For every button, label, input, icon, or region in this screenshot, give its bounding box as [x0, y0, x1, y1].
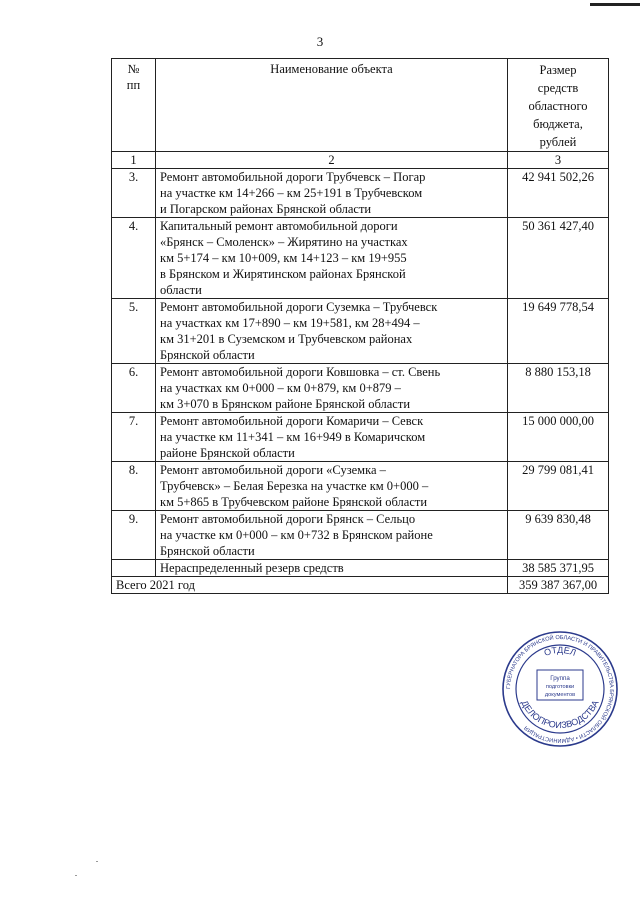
row-number: 6. — [112, 364, 156, 413]
budget-amount: 19 649 778,54 — [508, 299, 609, 364]
row-number: 9. — [112, 511, 156, 560]
table-row — [112, 511, 609, 560]
budget-amount: 29 799 081,41 — [508, 462, 609, 511]
column-number: 1 — [112, 152, 156, 169]
header-name: Наименование объекта — [156, 59, 508, 152]
table-row — [112, 218, 609, 299]
page-number: 3 — [316, 34, 324, 49]
row-number: 3. — [112, 169, 156, 218]
column-number: 3 — [508, 152, 609, 169]
object-name: Ремонт автомобильной дороги Комаричи – Севск на участке км 11+341 – км 16+949 в Комаричском районе Брянской области — [156, 413, 508, 462]
table-row — [112, 413, 609, 462]
object-name: Ремонт автомобильной дороги Трубчевск – Погар на участке км 14+266 – км 25+191 в Трубчевском и Погарском районах Брянской области — [156, 169, 508, 218]
object-name: Ремонт автомобильной дороги Ковшовка – ст. Свень на участках км 0+000 – км 0+879, км 0+879 – км 3+070 в Брянском районе Брянской области — [156, 364, 508, 413]
header-amount: Размер средств областного бюджета, рублей — [508, 59, 609, 152]
table-header-row — [112, 59, 609, 152]
object-name: Ремонт автомобильной дороги Брянск – Сельцо на участке км 0+000 – км 0+732 в Брянском районе Брянской области — [156, 511, 508, 560]
scan-mark — [75, 875, 77, 876]
budget-amount: 42 941 502,26 — [508, 169, 609, 218]
budget-amount: 50 361 427,40 — [508, 218, 609, 299]
reserve-amount: 38 585 371,95 — [508, 560, 609, 577]
budget-table — [111, 58, 609, 594]
stamp-center-line: документов — [544, 692, 576, 698]
total-row — [112, 577, 609, 594]
budget-amount: 8 880 153,18 — [508, 364, 609, 413]
column-number-row — [112, 152, 609, 169]
table-row — [112, 364, 609, 413]
table-row — [112, 169, 609, 218]
table-row — [112, 462, 609, 511]
total-label: Всего 2021 год — [112, 577, 508, 594]
row-number: 7. — [112, 413, 156, 462]
stamp-arc-top: ОТДЕЛ — [542, 644, 578, 658]
row-number: 4. — [112, 218, 156, 299]
reserve-label: Нераспределенный резерв средств — [156, 560, 508, 577]
column-number: 2 — [156, 152, 508, 169]
stamp-center-line: Группа — [550, 675, 570, 682]
top-right-rule — [590, 3, 640, 6]
scan-mark — [96, 861, 98, 862]
stamp-arc-bottom: ДЕЛОПРОИЗВОДСТВА — [519, 698, 601, 731]
reserve-row — [112, 560, 609, 577]
stamp-ring-text: ГУБЕРНАТОРА БРЯНСКОЙ ОБЛАСТИ И ПРАВИТЕЛЬСТВА БРЯНСКОЙ ОБЛАСТИ • АДМИНИСТРАЦИЯ — [505, 634, 615, 744]
header-num-text: № пп — [126, 62, 141, 92]
table-row — [112, 299, 609, 364]
total-amount: 359 387 367,00 — [508, 577, 609, 594]
budget-amount: 9 639 830,48 — [508, 511, 609, 560]
row-number-empty — [112, 560, 156, 577]
object-name: Капитальный ремонт автомобильной дороги «Брянск – Смоленск» – Жирятино на участках км 5+174 – км 10+009, км 14+123 – км 19+955 в Брянском и Жирятинском районах Брянской области — [156, 218, 508, 299]
header-num — [112, 59, 156, 152]
object-name: Ремонт автомобильной дороги «Суземка – Трубчевск» – Белая Березка на участке км 0+000 – км 5+865 в Трубчевском районе Брянской области — [156, 462, 508, 511]
object-name: Ремонт автомобильной дороги Суземка – Трубчевск на участках км 17+890 – км 19+581, км 28+494 – км 31+201 в Суземском и Трубчевском районах Брянской области — [156, 299, 508, 364]
row-number: 5. — [112, 299, 156, 364]
budget-amount: 15 000 000,00 — [508, 413, 609, 462]
row-number: 8. — [112, 462, 156, 511]
stamp-center-line: подготовки — [545, 684, 575, 690]
office-stamp — [501, 630, 619, 748]
